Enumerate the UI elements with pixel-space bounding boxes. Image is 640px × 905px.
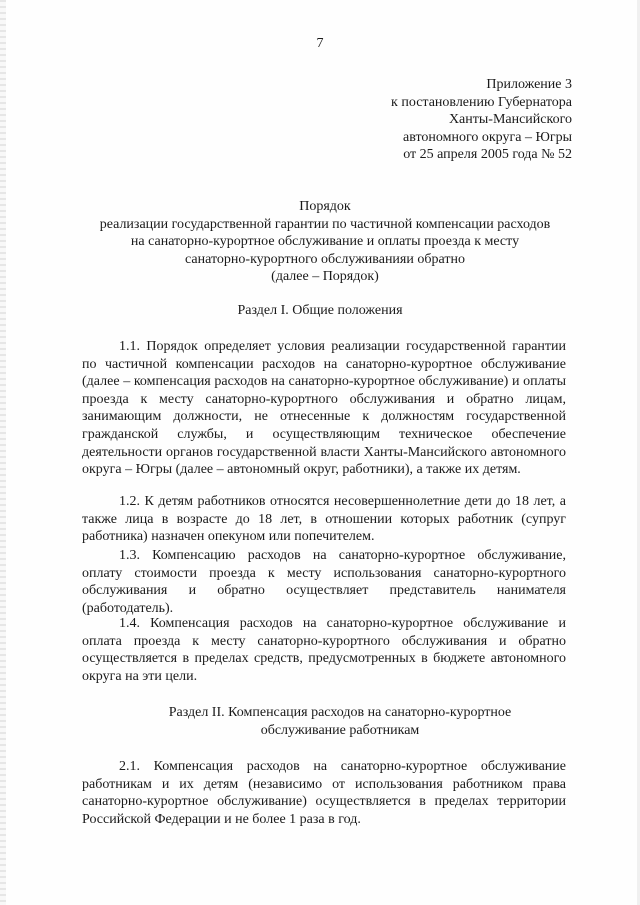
title-line: Порядок <box>299 199 351 214</box>
section-1-heading <box>0 302 640 320</box>
scan-left-edge <box>0 0 6 905</box>
title-line: (далее – Порядок) <box>271 269 379 285</box>
paragraph-1-3 <box>82 547 566 617</box>
paragraph-2-1 <box>82 758 566 828</box>
paragraph-text: 1.4. Компенсация расходов на санаторно-курортное обслуживание и оплата проезда к месту санаторно-курортного обслуживания и обратно осуществляется в пределах средств, предусмотренных в бюджете автономного округа на эти цели. <box>82 616 566 684</box>
title-line: на санаторно-курортное обслуживание и оплаты проезда к месту <box>130 234 520 250</box>
annex-line: Ханты-Мансийского <box>448 112 572 128</box>
paragraph-text: 1.1. Порядок определяет условия реализации государственной гарантии по частичной компенсации расходов на санаторно-курортное обслуживание (далее – компенсация расходов на санаторно-курортное обслуживание) и оплаты проезда к месту санаторно-курортного обслуживания и обратно лицам, занимающим должности, не отнесенные к должностям государственной гражданской службы, и осуществляющим техническое обеспечение деятельности органов государственной власти Ханты-Мансийского автономного округа – Югры (далее – автономный округ, работники), а также их детям. <box>82 339 566 478</box>
title-line: санаторно-курортного обслуживанияи обратно <box>185 251 465 267</box>
paragraph-text: 2.1. Компенсация расходов на санаторно-курортное обслуживание работникам и их детям (независимо от использования работником права санаторно-курортное обслуживание) осуществляется в пределах территории Российской Федерации и не более 1 раза в год. <box>82 759 566 827</box>
paragraph-text: 1.3. Компенсацию расходов на санаторно-курортное обслуживание, оплату стоимости проезда к месту использования санаторно-курортного обслуживания и обратно осуществляет представитель нанимателя (работодатель). <box>82 548 566 616</box>
section-2-heading <box>20 704 640 739</box>
section-heading-text: Раздел I. Общие положения <box>237 303 403 318</box>
paragraph-1-4 <box>82 615 566 685</box>
annex-line: автономного округа – Югры <box>403 129 572 145</box>
paragraph-1-1 <box>82 338 566 479</box>
section-heading-text: обслуживание работникам <box>260 722 420 738</box>
annex-line: от 25 апреля 2005 года № 52 <box>403 147 572 163</box>
document-title <box>40 198 610 286</box>
section-heading-text: Раздел II. Компенсация расходов на санаторно-курортное <box>168 705 512 720</box>
annex-block <box>391 76 572 164</box>
title-line: реализации государственной гарантии по частичной компенсации расходов <box>99 216 551 232</box>
page-number: 7 <box>316 36 324 51</box>
paragraph-1-2 <box>82 493 566 546</box>
annex-line: Приложение 3 <box>486 77 572 92</box>
annex-line: к постановлению Губернатора <box>391 94 572 110</box>
paragraph-text: 1.2. К детям работников относятся несовершеннолетние дети до 18 лет, а также лица в возрасте до 18 лет, в отношении которых работник (супруг работника) назначен опекуном или попечителем. <box>82 494 566 545</box>
